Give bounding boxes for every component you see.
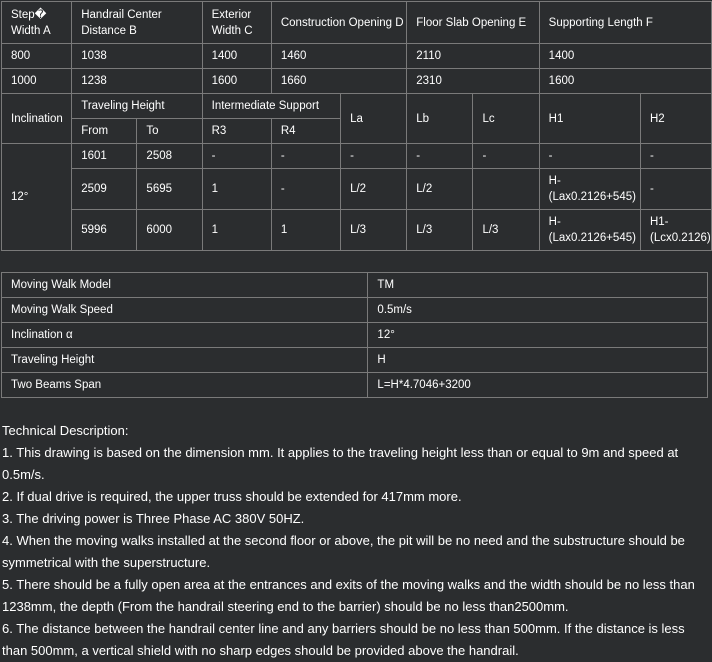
header-r4: R4 xyxy=(271,119,340,144)
property-label: Traveling Height xyxy=(2,348,368,373)
header-traveling-height: Traveling Height xyxy=(72,94,202,119)
description-item: 1. This drawing is based on the dimension mm. It applies to the traveling height less than or equal to 9m and speed at 0.5m/s. xyxy=(2,445,679,482)
table-cell: 2508 xyxy=(137,144,202,169)
table-cell: 1600 xyxy=(202,69,271,94)
table-cell xyxy=(473,169,539,210)
table-cell: 6000 xyxy=(137,210,202,251)
property-label: Moving Walk Speed xyxy=(2,298,368,323)
table-cell: - xyxy=(473,144,539,169)
description-item: 4. When the moving walks installed at the second floor or above, the pit will be no need and the substructure should be symmetrical with the superstructure. xyxy=(2,533,685,570)
technical-description xyxy=(2,420,710,662)
table-cell: 1400 xyxy=(202,44,271,69)
table-cell: H1-(Lcx0.2126) xyxy=(640,210,711,251)
table-cell: L/3 xyxy=(473,210,539,251)
table-row xyxy=(2,144,712,169)
dimension-spec-table xyxy=(1,1,712,251)
property-row xyxy=(2,323,708,348)
table-cell: 1460 xyxy=(271,44,406,69)
header-handrail-center-distance: Handrail Center Distance B xyxy=(72,2,202,44)
property-label: Inclination α xyxy=(2,323,368,348)
property-value: 0.5m/s xyxy=(368,298,708,323)
table-cell: 2509 xyxy=(72,169,137,210)
table-cell: H-(Lax0.2126+545) xyxy=(539,169,640,210)
table-cell: - xyxy=(407,144,473,169)
table-row xyxy=(2,44,712,69)
table-cell: - xyxy=(640,144,711,169)
header-h2: H2 xyxy=(640,94,711,144)
header-supporting-length: Supporting Length F xyxy=(539,2,711,44)
header-floor-slab-opening: Floor Slab Opening E xyxy=(407,2,539,44)
property-row xyxy=(2,298,708,323)
table-cell: - xyxy=(271,169,340,210)
table-cell: 1 xyxy=(202,169,271,210)
table-cell: - xyxy=(202,144,271,169)
property-label: Two Beams Span xyxy=(2,373,368,398)
property-value: L=H*4.7046+3200 xyxy=(368,373,708,398)
header-to: To xyxy=(137,119,202,144)
header-inclination: Inclination xyxy=(2,94,72,144)
table-cell: - xyxy=(271,144,340,169)
table-cell: 1 xyxy=(202,210,271,251)
header-step-width: Step� Width A xyxy=(2,2,72,44)
table-cell: 1000 xyxy=(2,69,72,94)
table-cell: L/3 xyxy=(341,210,407,251)
table-cell: 1600 xyxy=(539,69,711,94)
inclination-value: 12° xyxy=(2,144,72,251)
header-from: From xyxy=(72,119,137,144)
table-cell: 1 xyxy=(271,210,340,251)
table-cell: 1400 xyxy=(539,44,711,69)
property-value: 12° xyxy=(368,323,708,348)
header-exterior-width: Exterior Width C xyxy=(202,2,271,44)
header-lb: Lb xyxy=(407,94,473,144)
property-row xyxy=(2,373,708,398)
table-cell: H-(Lax0.2126+545) xyxy=(539,210,640,251)
description-item: 5. There should be a fully open area at the entrances and exits of the moving walks and the width should be no less than 1238mm, the depth (From the handrail steering end to the barrier) should be no less than2500mm. xyxy=(2,577,695,614)
table-cell: 5695 xyxy=(137,169,202,210)
table-cell: - xyxy=(539,144,640,169)
table-cell: L/3 xyxy=(407,210,473,251)
table-row xyxy=(2,169,712,210)
description-item: 2. If dual drive is required, the upper truss should be extended for 417mm more. xyxy=(2,489,462,504)
header-intermediate-support: Intermediate Support xyxy=(202,94,340,119)
description-item: 3. The driving power is Three Phase AC 380V 50HZ. xyxy=(2,511,305,526)
property-value: TM xyxy=(368,273,708,298)
property-row xyxy=(2,273,708,298)
table-cell: 2110 xyxy=(407,44,539,69)
table-cell: 2310 xyxy=(407,69,539,94)
header-h1: H1 xyxy=(539,94,640,144)
description-item: 6. The distance between the handrail center line and any barriers should be no less than 500mm. If the distance is less than 500mm, a vertical shield with no sharp edges should be provided above the handrail. xyxy=(2,621,685,658)
table-cell: L/2 xyxy=(407,169,473,210)
property-value: H xyxy=(368,348,708,373)
table-cell: - xyxy=(341,144,407,169)
table-cell: - xyxy=(640,169,711,210)
table-cell: L/2 xyxy=(341,169,407,210)
table-cell: 1660 xyxy=(271,69,406,94)
header-lc: Lc xyxy=(473,94,539,144)
technical-description-title: Technical Description: xyxy=(2,423,129,438)
table-cell: 1601 xyxy=(72,144,137,169)
properties-table xyxy=(1,272,708,398)
table-cell: 5996 xyxy=(72,210,137,251)
header-la: La xyxy=(341,94,407,144)
header-construction-opening: Construction Opening D xyxy=(271,2,406,44)
table-cell: 800 xyxy=(2,44,72,69)
header-r3: R3 xyxy=(202,119,271,144)
table-row xyxy=(2,69,712,94)
table-cell: 1038 xyxy=(72,44,202,69)
table-cell: 1238 xyxy=(72,69,202,94)
table-row xyxy=(2,210,712,251)
property-label: Moving Walk Model xyxy=(2,273,368,298)
property-row xyxy=(2,348,708,373)
